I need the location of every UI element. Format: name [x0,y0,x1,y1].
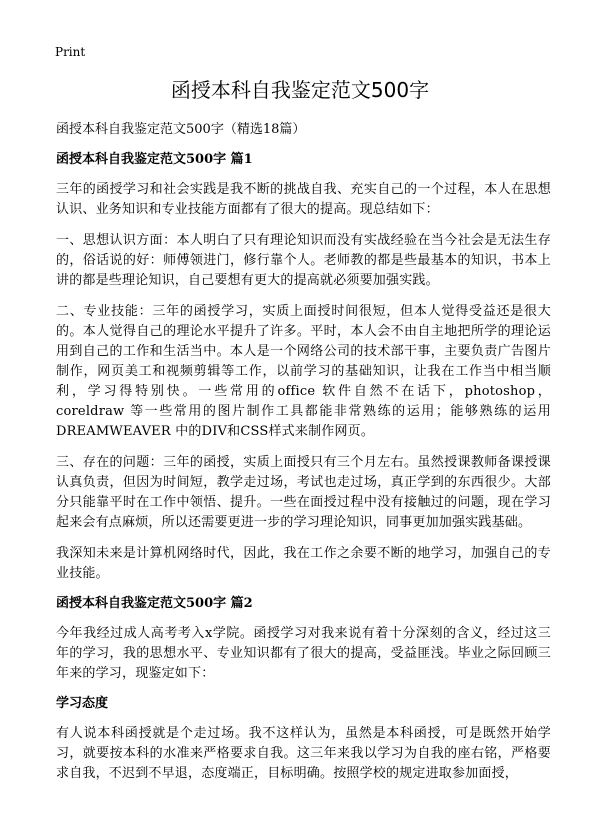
print-link[interactable]: Print [55,45,86,59]
paragraph-attitude: 有人说本科函授就是个走过场。我不这样认为，虽然是本科函授，可是既然开始学习，就要按本科的水准来严格要求自我。这三年来我以学习为自我的座右铭，严格要求自我，不迟到不早退，态度端正，目标明确。按照学校的规定进取参加面授， [56,726,551,781]
section-heading-attitude: 学习态度 [56,696,109,711]
paragraph-problems: 三、存在的问题：三年的函授，实质上面授只有三个月左右。虽然授课教师备课授课认真负责，但因为时间短，教学走过场，考试也走过场，真正学到的东西很少。大部分只能靠平时在工作中领悟、提升。一些在面授过程中没有接触过的问题，现在学习起来会有点麻烦，所以还需要更进一步的学习理论知识，同事更加加强实践基础。 [56,455,551,530]
paragraph-thinking: 一、思想认识方面：本人明白了只有理论知识而没有实战经验在当今社会是无法生存的，俗话说的好：师傅领进门，修行靠个人。老师教的都是些最基本的知识，书本上讲的都是些理论知识，自己要想有更大的提高就必须要加强实践。 [56,233,551,288]
paragraph-admission: 今年我经过成人高考考入x学院。函授学习对我来说有着十分深刻的含义，经过这三年的学习，我的思想水平、专业知识都有了很大的提高，受益匪浅。毕业之际回顾三年来的学习，现鉴定如下： [56,626,551,681]
paragraph-intro: 三年的函授学习和社会实践是我不断的挑战自我、充实自己的一个过程，本人在思想认识、业务知识和专业技能方面都有了很大的提高。现总结如下： [56,182,551,217]
paragraph-conclusion: 我深知未来是计算机网络时代，因此，我在工作之余要不断的地学习，加强自己的专业技能。 [56,546,551,581]
page-title: 函授本科自我鉴定范文500字 [170,78,430,102]
paragraph-skills: 二、专业技能：三年的函授学习，实质上面授时间很短，但本人觉得受益还是很大的。本人觉得自己的理论水平提升了许多。平时，本人会不由自主地把所学的理论运用到自己的工作和生活当中。本人是一个网络公司的技术部干事，主要负责广告图片制作，网页美工和视频剪辑等工作，以前学习的基础知识，让我在工作当中相当顺利，学习得特别快。一些常用的office 软件自然不在话下，photoshop，coreldraw 等一些常用的图片制作工具都能非常熟练的运用；能够熟练的运用DREAMWEAVER 中的DIV和CSS样式来制作网页。 [56,304,551,439]
section-heading-2: 函授本科自我鉴定范文500字 篇2 [56,596,253,611]
document-body [56,120,551,795]
document-subtitle: 函授本科自我鉴定范文500字（精选18篇） [56,122,306,137]
section-heading-1: 函授本科自我鉴定范文500字 篇1 [56,152,253,167]
